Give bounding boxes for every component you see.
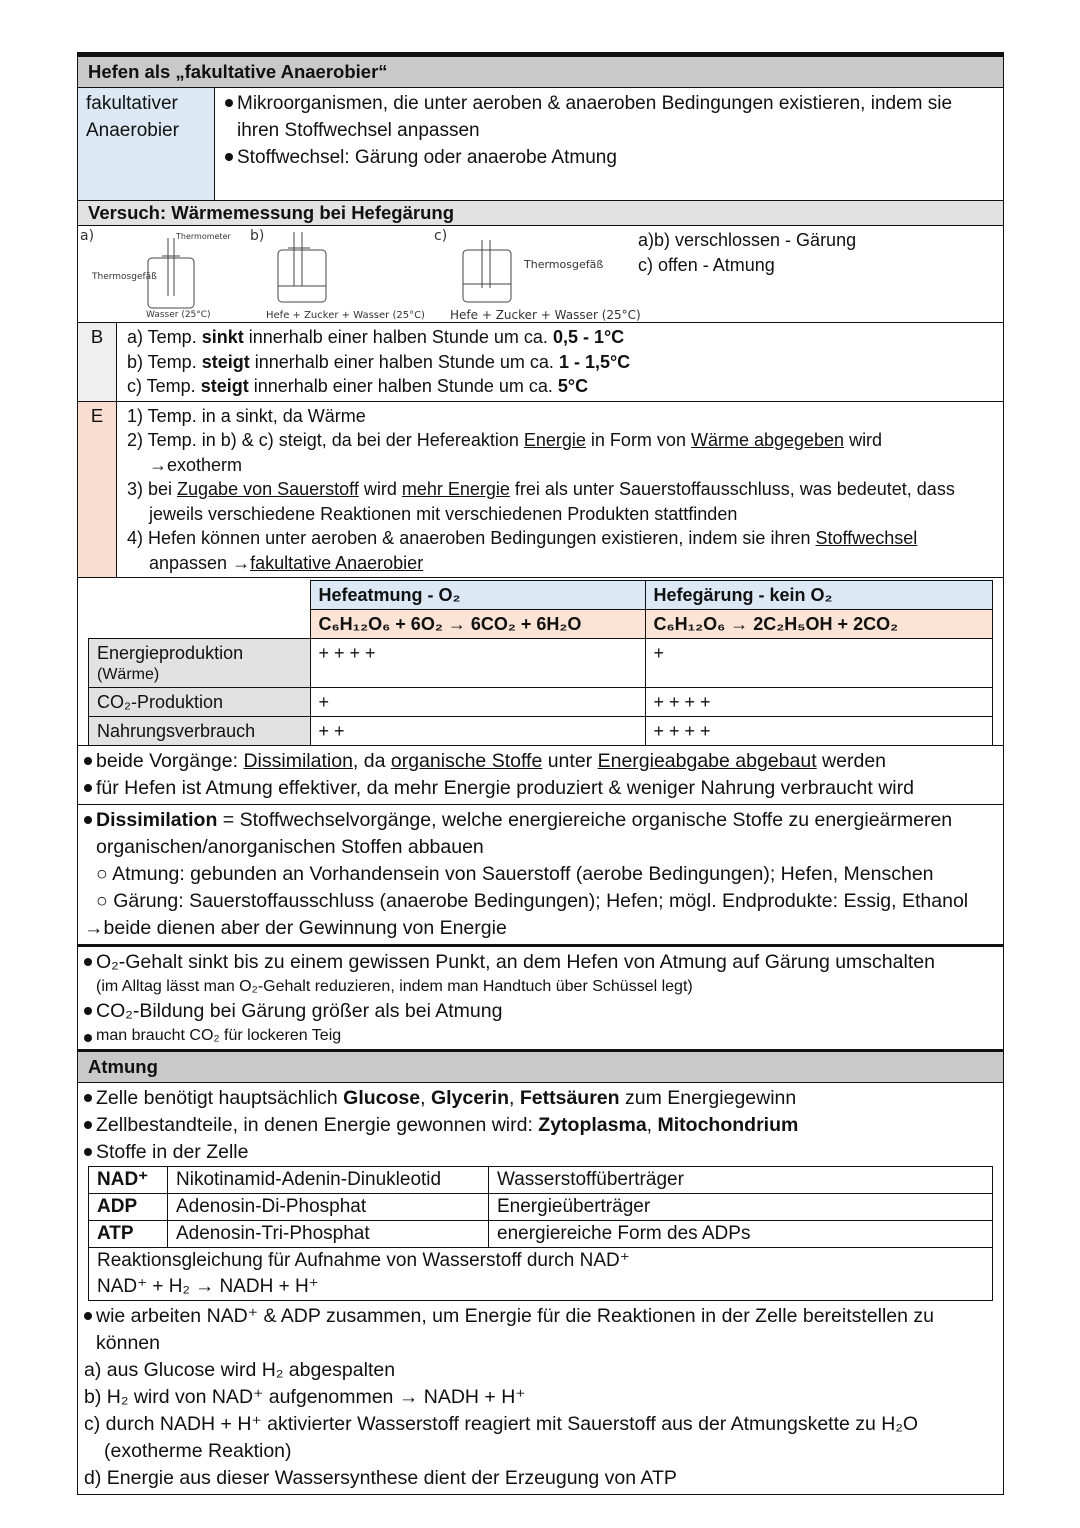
atmung-intro: [78, 1083, 1003, 1166]
atmung-question-cont: können: [96, 1332, 160, 1354]
o2-notes: [78, 947, 1003, 1052]
cell-atmung: + + + +: [310, 639, 645, 688]
table-row: [89, 1221, 993, 1248]
eq-gaerung: C₆H₁₂O₆ → 2C₂H₅OH + 2CO₂: [645, 610, 993, 639]
erklaerung-3: 3) bei Zugabe von Sauerstoff wird mehr Energie frei als unter Sauerstoffausschluss, was bedeutet, dass: [127, 479, 955, 499]
beobachtung-text: [117, 323, 1003, 401]
definition-text: [215, 88, 1003, 200]
comparison-wrapper: [78, 580, 1003, 746]
dissimilation-definition: [78, 805, 1003, 947]
o2-bullet-3: man braucht CO₂ für lockeren Teig: [84, 1025, 997, 1047]
experiment-notes: [638, 228, 856, 278]
o2-bullet-1-note: (im Alltag lässt man O₂-Gehalt reduzieren, indem man Handtuch über Schüssel legt): [96, 978, 693, 995]
stoff-name: Adenosin-Tri-Phosphat: [168, 1221, 489, 1248]
erklaerung-2: 2) Temp. in b) & c) steigt, da bei der Hefereaktion Energie in Form von Wärme abgegeben wird: [127, 430, 883, 450]
table-row: [89, 1167, 993, 1194]
dissimilation-bullet: Dissimilation = Stoffwechselvorgänge, welche energiereiche organische Stoffe zu energieärmeren: [84, 807, 997, 834]
erklaerung-text: [117, 402, 1003, 578]
section-header-versuch: Versuch: Wärmemessung bei Hefegärung: [78, 201, 1003, 226]
term-line-2: Anaerobier: [86, 120, 179, 141]
comparison-table: [88, 580, 993, 745]
col-head-gaerung: Hefegärung - kein O₂: [645, 581, 993, 610]
erklaerung-2-cont: →exotherm: [149, 454, 243, 475]
dissimilation-summary: [78, 746, 1003, 805]
reaction-cell: [89, 1248, 993, 1301]
atmung-bullet-3: Stoffe in der Zelle: [84, 1139, 997, 1166]
comparison-corner: [89, 581, 311, 639]
dissimilation-gaerung: ○ Gärung: Sauerstoffausschluss (anaerobe Bedingungen); Hefen; mögl. Endprodukte: Essig, Ethanol: [96, 890, 969, 912]
section-header-hefen: Hefen als „fakultative Anaerobier“: [78, 57, 1003, 88]
experiment-sketch-area: [78, 226, 1003, 323]
section-header-atmung: Atmung: [78, 1052, 1003, 1083]
row-label: CO₂-Produktion: [89, 688, 311, 717]
summary-bullet-2: für Hefen ist Atmung effektiver, da mehr Energie produziert & weniger Nahrung verbraucht wird: [84, 775, 997, 802]
dissimilation-atmung: ○ Atmung: gebunden an Vorhandensein von Sauerstoff (aerobe Bedingungen); Hefen, Menschen: [96, 863, 934, 885]
row-label: Nahrungsverbrauch: [89, 717, 311, 746]
beobachtung-a: a) Temp. sinkt innerhalb einer halben Stunde um ca. 0,5 - 1°C: [127, 327, 625, 347]
definition-bullet: Mikroorganismen, die unter aeroben & anaeroben Bedingungen existieren, indem sie: [225, 90, 993, 117]
beobachtung-label: B: [78, 323, 117, 401]
stoff-name: Nikotinamid-Adenin-Dinukleotid: [168, 1167, 489, 1194]
note-ab: a)b) verschlossen - Gärung: [638, 230, 857, 250]
erklaerung-3-cont: jeweils verschiedene Reaktionen mit verschiedenen Produkten stattfinden: [149, 503, 738, 524]
erklaerung-row: [78, 402, 1003, 579]
erklaerung-4: 4) Hefen können unter aeroben & anaeroben Bedingungen existieren, indem sie ihren Stoffwechsel: [127, 528, 918, 548]
sketch-label-b: b): [250, 228, 265, 244]
o2-bullet-1: O₂-Gehalt sinkt bis zu einem gewissen Punkt, an dem Hefen von Atmung auf Gärung umschalten: [84, 949, 997, 976]
sketch-label-c: c): [434, 228, 448, 244]
reaction-equation: NAD⁺ + H₂ → NADH + H⁺: [97, 1276, 319, 1297]
sketch-content-b: Hefe + Zucker + Wasser (25°C): [266, 310, 425, 321]
table-row: [89, 1248, 993, 1301]
stoff-abbr: NAD⁺: [89, 1167, 168, 1194]
sketch-thermos-label-c: Thermosgefäß: [524, 258, 604, 271]
table-row: [89, 639, 993, 688]
table-row: [89, 688, 993, 717]
sketch-content-c: Hefe + Zucker + Wasser (25°C): [450, 308, 641, 322]
o2-bullet-2: CO₂-Bildung bei Gärung größer als bei Atmung: [84, 998, 997, 1025]
beobachtung-b: b) Temp. steigt innerhalb einer halben Stunde um ca. 1 - 1,5°C: [127, 351, 631, 372]
table-row: [89, 717, 993, 746]
erklaerung-4-cont: anpassen →fakultative Anaerobier: [149, 552, 424, 573]
dissimilation-conclusion: →beide dienen aber der Gewinnung von Energie: [84, 917, 507, 939]
sketch-label-a: a): [80, 228, 95, 244]
definition-bullet-cont: ihren Stoffwechsel anpassen: [237, 120, 480, 141]
stoff-abbr: ADP: [89, 1194, 168, 1221]
reaction-title: Reaktionsgleichung für Aufnahme von Wasserstoff durch NAD⁺: [97, 1250, 630, 1271]
definition-term: [78, 88, 215, 200]
erklaerung-1: 1) Temp. in a sinkt, da Wärme: [127, 405, 366, 426]
atmung-bullet-2: Zellbestandteile, in denen Energie gewonnen wird: Zytoplasma, Mitochondrium: [84, 1112, 997, 1139]
cell-gaerung: + + + +: [645, 688, 993, 717]
sketch-content-a: Wasser (25°C): [146, 310, 211, 320]
col-head-atmung: Hefeatmung - O₂: [310, 581, 645, 610]
stoff-role: Wasserstoffüberträger: [489, 1167, 993, 1194]
notes-sheet: [77, 52, 1004, 1495]
term-line-1: fakultativer: [86, 93, 178, 114]
stoff-abbr: ATP: [89, 1221, 168, 1248]
beobachtung-row: [78, 323, 1003, 402]
step-c: c) durch NADH + H⁺ aktivierter Wasserstoff reagiert mit Sauerstoff aus der Atmungskette zu H₂O: [84, 1413, 919, 1435]
step-d: d) Energie aus dieser Wassersynthese dient der Erzeugung von ATP: [84, 1467, 677, 1489]
sketch-thermometer-label: Thermometer: [176, 232, 231, 241]
note-c: c) offen - Atmung: [638, 255, 775, 275]
table-row: [89, 1194, 993, 1221]
dissimilation-line-2: organischen/anorganischen Stoffen abbauen: [96, 836, 484, 858]
cell-atmung: + +: [310, 717, 645, 746]
atmung-question: wie arbeiten NAD⁺ & ADP zusammen, um Energie für die Reaktionen in der Zelle bereitstellen zu: [84, 1303, 997, 1330]
row-label: Energieproduktion (Wärme): [89, 639, 311, 688]
step-c-cont: (exotherme Reaktion): [104, 1440, 292, 1462]
atmung-bullet-1: Zelle benötigt hauptsächlich Glucose, Glycerin, Fettsäuren zum Energiegewinn: [84, 1085, 997, 1112]
summary-bullet-1: beide Vorgänge: Dissimilation, da organische Stoffe unter Energieabgabe abgebaut werden: [84, 748, 997, 775]
eq-atmung: C₆H₁₂O₆ + 6O₂ → 6CO₂ + 6H₂O: [310, 610, 645, 639]
stoffe-table: [88, 1166, 993, 1301]
stoff-role: Energieüberträger: [489, 1194, 993, 1221]
cell-gaerung: + + + +: [645, 717, 993, 746]
stoff-name: Adenosin-Di-Phosphat: [168, 1194, 489, 1221]
atmung-steps: [78, 1301, 1003, 1494]
step-a: a) aus Glucose wird H₂ abgespalten: [84, 1359, 396, 1381]
beobachtung-c: c) Temp. steigt innerhalb einer halben Stunde um ca. 5°C: [127, 376, 589, 396]
definition-row: [78, 88, 1003, 201]
erklaerung-label: E: [78, 402, 117, 578]
stoff-role: energiereiche Form des ADPs: [489, 1221, 993, 1248]
definition-bullet: Stoffwechsel: Gärung oder anaerobe Atmung: [225, 144, 993, 171]
cell-gaerung: +: [645, 639, 993, 688]
sketch-thermos-label: Thermosgefäß: [92, 272, 157, 282]
cell-atmung: +: [310, 688, 645, 717]
step-b: b) H₂ wird von NAD⁺ aufgenommen → NADH + H⁺: [84, 1386, 526, 1408]
